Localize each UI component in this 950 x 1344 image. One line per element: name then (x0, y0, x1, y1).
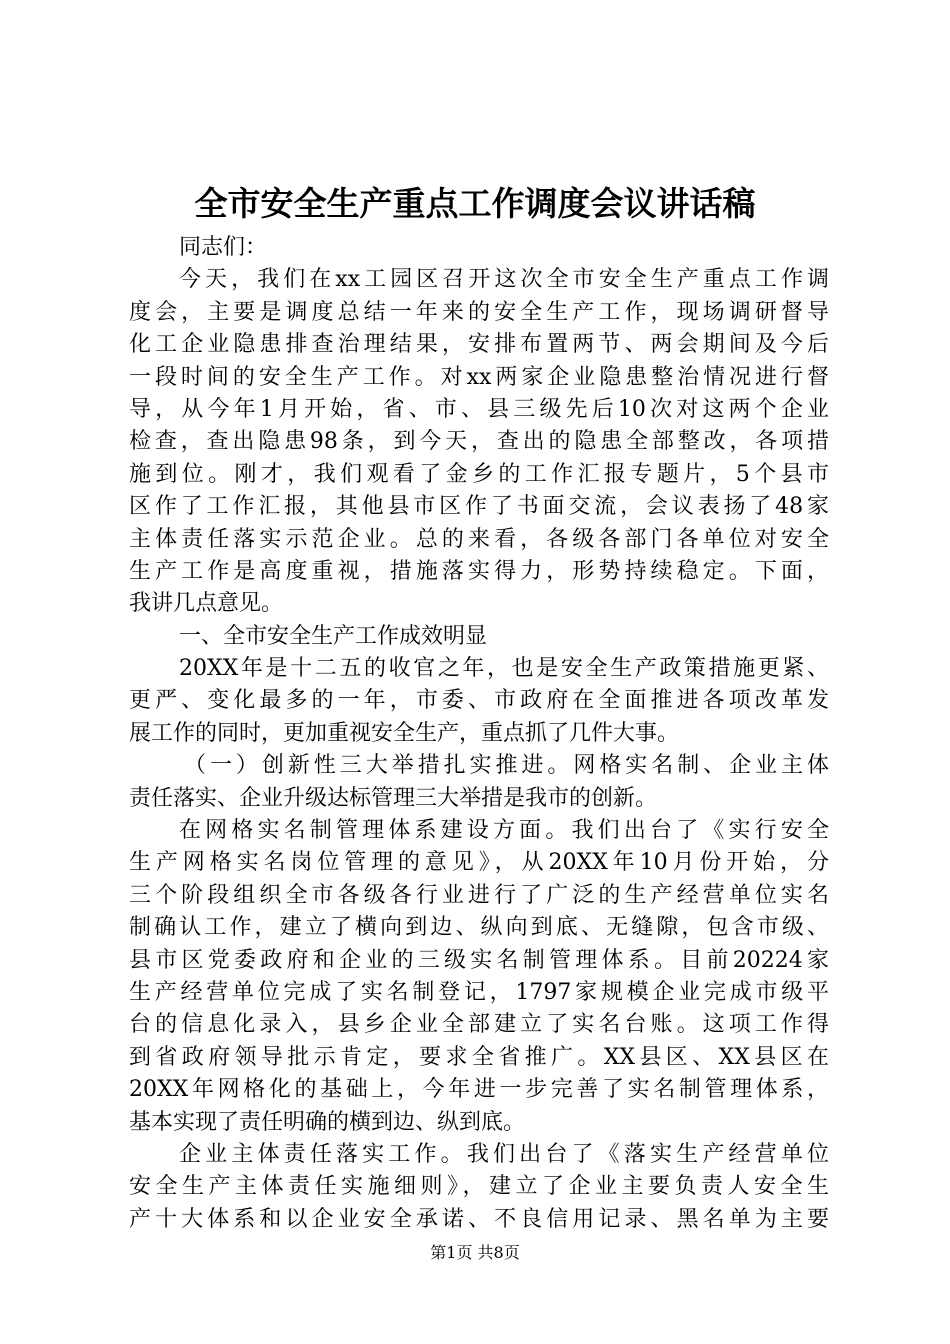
text-line: 一、全市安全生产工作成效明显 (179, 623, 488, 649)
text-line: 安全生产主体责任实施细则》，建立了企业主要负责人安全生 (129, 1174, 829, 1200)
document-body (129, 232, 829, 1236)
text-line: 今天，我们在xx工园区召开这次全市安全生产重点工作调 (179, 267, 829, 293)
text-line: 制确认工作，建立了横向到边、纵向到底、无缝隙，包含市级、 (129, 915, 829, 941)
text-line: 度会，主要是调度总结一年来的安全生产工作，现场调研督导 (129, 299, 829, 325)
text-line: 三个阶段组织全市各级各行业进行了广泛的生产经营单位实名 (129, 882, 829, 908)
page-footer: 第1页 共8页 (430, 1243, 520, 1262)
text-line: 展工作的同时，更加重视安全生产，重点抓了几件大事。 (129, 720, 680, 746)
text-line: 基本实现了责任明确的横到边、纵到底。 (129, 1109, 526, 1135)
text-line: 同志们： (179, 235, 268, 260)
text-line: 一段时间的安全生产工作。对xx两家企业隐患整治情况进行督 (129, 364, 829, 390)
text-line: 生产工作是高度重视，措施落实得力，形势持续稳定。下面， (129, 558, 829, 584)
text-line: 我讲几点意见。 (129, 591, 284, 617)
text-line: 施到位。刚才，我们观看了金乡的工作汇报专题片，5个县市 (129, 461, 829, 487)
text-line: 责任落实、企业升级达标管理三大举措是我市的创新。 (129, 785, 658, 811)
text-line: 县市区党委政府和企业的三级实名制管理体系。目前20224家 (129, 947, 829, 973)
text-line: 到省政府领导批示肯定，要求全省推广。XX县区、XX县区在 (129, 1044, 829, 1070)
document-title: 全市安全生产重点工作调度会议讲话稿 (194, 184, 756, 223)
text-line: 台的信息化录入，县乡企业全部建立了实名台账。这项工作得 (129, 1012, 829, 1038)
text-line: 在网格实名制管理体系建设方面。我们出台了《实行安全 (179, 818, 829, 844)
text-line: 更严、变化最多的一年，市委、市政府在全面推进各项改革发 (129, 688, 829, 714)
text-line: （一）创新性三大举措扎实推进。网格实名制、企业主体 (184, 753, 829, 779)
text-line: 生产网格实名岗位管理的意见》，从20XX年10月份开始，分 (129, 850, 829, 876)
text-line: 主体责任落实示范企业。总的来看，各级各部门各单位对安全 (129, 526, 829, 552)
text-line: 20XX年网格化的基础上，今年进一步完善了实名制管理体系， (129, 1077, 829, 1103)
text-line: 区作了工作汇报，其他县市区作了书面交流，会议表扬了48家 (129, 494, 829, 520)
text-line: 生产经营单位完成了实名制登记，1797家规模企业完成市级平 (129, 979, 829, 1005)
text-line: 产十大体系和以企业安全承诺、不良信用记录、黑名单为主要 (129, 1206, 829, 1232)
text-line: 检查，查出隐患98条，到今天，查出的隐患全部整改，各项措 (129, 429, 829, 455)
text-line: 20XX年是十二五的收官之年，也是安全生产政策措施更紧、 (179, 656, 829, 682)
text-line: 化工企业隐患排查治理结果，安排布置两节、两会期间及今后 (129, 332, 829, 358)
text-line: 企业主体责任落实工作。我们出台了《落实生产经营单位 (179, 1141, 829, 1167)
text-line: 导，从今年1月开始，省、市、县三级先后10次对这两个企业 (129, 396, 829, 422)
